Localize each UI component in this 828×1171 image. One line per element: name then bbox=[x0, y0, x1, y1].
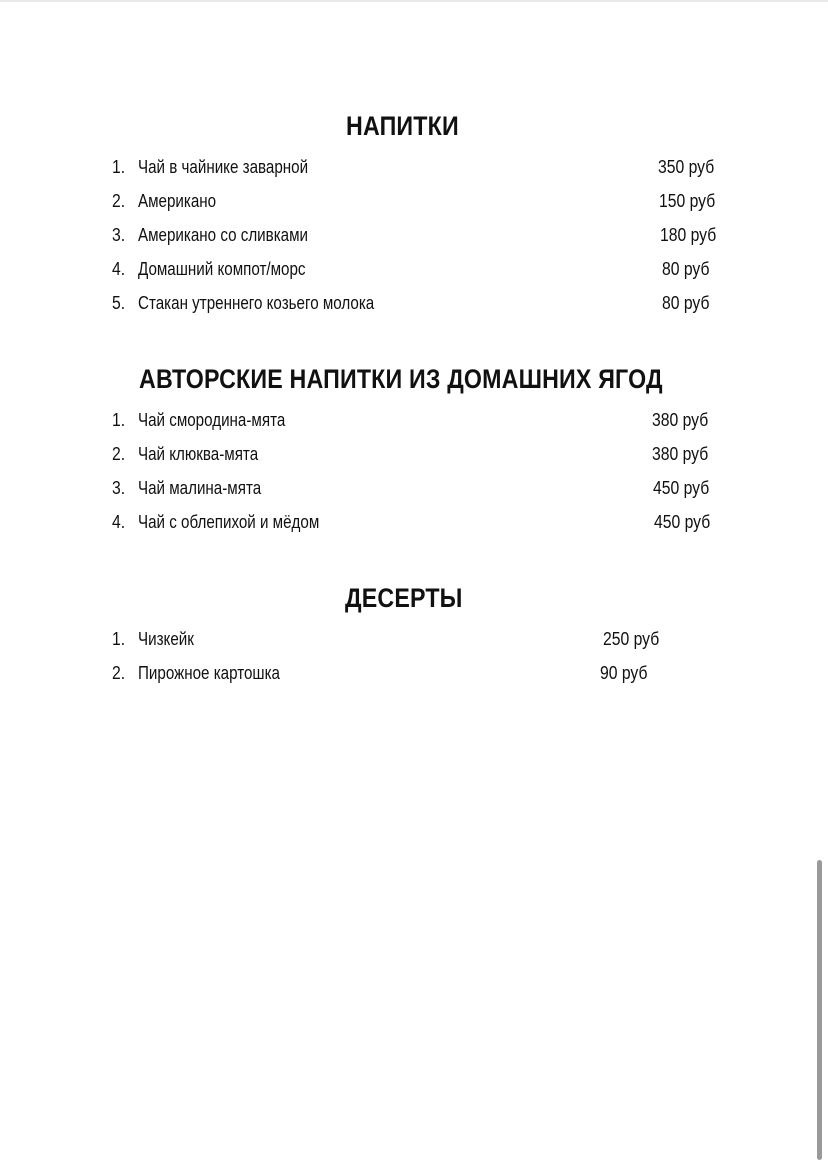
item-name: Чай в чайнике заварной bbox=[138, 156, 309, 177]
top-divider bbox=[0, 0, 828, 2]
menu-item bbox=[112, 222, 592, 248]
item-price: 350 руб bbox=[658, 156, 715, 177]
item-number: 3. bbox=[112, 477, 126, 498]
item-number: 2. bbox=[112, 190, 126, 211]
item-number: 4. bbox=[112, 258, 126, 279]
item-number: 1. bbox=[112, 628, 126, 649]
menu-item bbox=[112, 509, 592, 535]
item-price: 150 руб bbox=[659, 190, 716, 211]
vertical-scrollbar[interactable] bbox=[817, 860, 822, 1160]
item-price: 90 руб bbox=[600, 662, 648, 683]
item-price: 80 руб bbox=[662, 258, 710, 279]
section-title-drinks: НАПИТКИ bbox=[346, 111, 459, 141]
item-price: 250 руб bbox=[603, 628, 660, 649]
item-name: Стакан утреннего козьего молока bbox=[138, 292, 375, 313]
item-number: 1. bbox=[112, 156, 126, 177]
menu-item bbox=[112, 188, 592, 214]
item-name: Американо со сливками bbox=[138, 224, 309, 245]
item-price: 180 руб bbox=[660, 224, 717, 245]
menu-item bbox=[112, 256, 592, 282]
section-title-berry-drinks: АВТОРСКИЕ НАПИТКИ ИЗ ДОМАШНИХ ЯГОД bbox=[139, 364, 663, 394]
item-name: Американо bbox=[138, 190, 217, 211]
item-number: 5. bbox=[112, 292, 126, 313]
item-name: Чай малина-мята bbox=[138, 477, 262, 498]
menu-item bbox=[112, 660, 592, 686]
item-number: 2. bbox=[112, 662, 126, 683]
item-name: Домашний компот/морс bbox=[138, 258, 306, 279]
item-name: Чай смородина-мята bbox=[138, 409, 286, 430]
item-number: 4. bbox=[112, 511, 126, 532]
item-price: 380 руб bbox=[652, 409, 709, 430]
menu-item bbox=[112, 154, 592, 180]
item-name: Чай с облепихой и мёдом bbox=[138, 511, 320, 532]
menu-item bbox=[112, 475, 592, 501]
menu-item bbox=[112, 407, 592, 433]
menu-item bbox=[112, 626, 592, 652]
menu-item bbox=[112, 290, 592, 316]
item-price: 380 руб bbox=[652, 443, 709, 464]
menu-item bbox=[112, 441, 592, 467]
section-title-desserts: ДЕСЕРТЫ bbox=[345, 583, 463, 613]
item-price: 450 руб bbox=[653, 477, 710, 498]
item-price: 80 руб bbox=[662, 292, 710, 313]
item-number: 3. bbox=[112, 224, 126, 245]
item-number: 2. bbox=[112, 443, 126, 464]
item-price: 450 руб bbox=[654, 511, 711, 532]
item-name: Чай клюква-мята bbox=[138, 443, 259, 464]
item-name: Чизкейк bbox=[138, 628, 194, 649]
item-number: 1. bbox=[112, 409, 126, 430]
item-name: Пирожное картошка bbox=[138, 662, 281, 683]
